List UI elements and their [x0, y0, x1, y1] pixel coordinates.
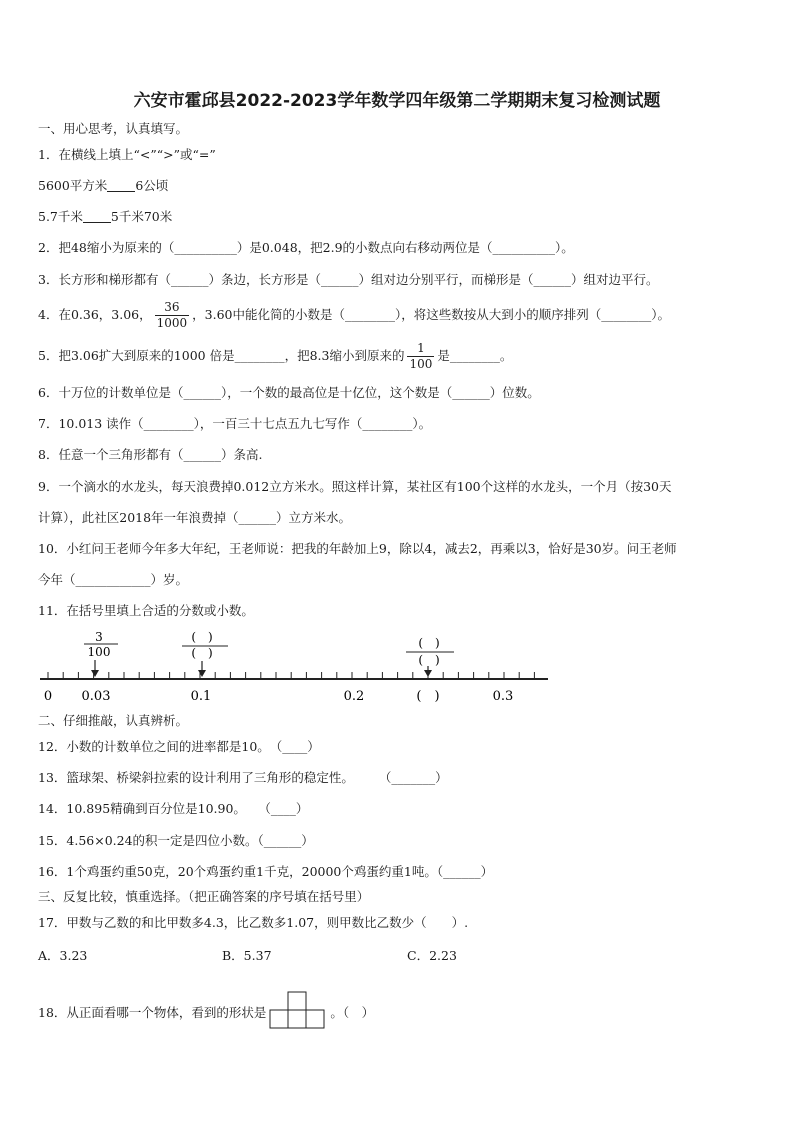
- number-line-ticks: [48, 672, 534, 679]
- question-4-post: ，3.60中能化简的小数是（________），将这些数按从大到小的顺序排列（________）。: [192, 307, 671, 322]
- question-5-post: 是________。: [437, 348, 513, 363]
- fraction-denominator: 1000: [156, 316, 188, 330]
- answer-blank[interactable]: [83, 210, 111, 223]
- fraction-numerator: 3: [95, 630, 103, 644]
- tick-label: ( ): [416, 689, 440, 704]
- option-a[interactable]: A．3.23: [38, 948, 88, 963]
- tick-label: 0.2: [343, 689, 365, 704]
- blank-paren-top: ( ): [191, 630, 213, 644]
- answer-blank[interactable]: [107, 179, 135, 192]
- front-view-shape: [268, 991, 328, 1031]
- question-2: 2．把48缩小为原来的（__________）是0.048，把2.9的小数点向右移动两位是（__________）。: [38, 240, 574, 255]
- question-5-pre: 5．把3.06扩大到原来的1000 倍是________，把8.3缩小到原来的: [38, 348, 405, 363]
- blank-paren-bottom: ( ): [418, 653, 440, 667]
- tick-label: 0.1: [190, 689, 212, 704]
- fraction-numerator: 36: [155, 300, 190, 316]
- tick-label: 0: [43, 689, 53, 704]
- question-1: 1．在横线上填上“<”“>”或“=”: [38, 147, 216, 162]
- question-4: [38, 298, 670, 332]
- question-6: 6．十万位的计数单位是（______），一个数的最高位是十亿位，这个数是（______）位数。: [38, 385, 540, 400]
- section-3-heading: 三、反复比较，慎重选择。（把正确答案的序号填在括号里）: [38, 889, 370, 904]
- arrow-head: [198, 670, 206, 677]
- page-title: 六安市霍邱县2022-2023学年数学四年级第二学期期末复习检测试题: [133, 91, 661, 111]
- question-3: 3．长方形和梯形都有（______）条边，长方形是（______）组对边分别平行，而梯形是（______）组对边平行。: [38, 272, 659, 287]
- question-1a-left: 5600平方米: [38, 178, 108, 193]
- fraction-denominator: 100: [87, 645, 111, 659]
- number-line-figure: [36, 624, 556, 708]
- question-8: 8．任意一个三角形都有（______）条高.: [38, 447, 263, 462]
- question-10-line-2: 今年（____________）岁。: [38, 572, 189, 587]
- blank-paren-top: ( ): [418, 636, 440, 650]
- fraction: [155, 300, 190, 331]
- question-13: 13．篮球架、桥梁斜拉索的设计利用了三角形的稳定性。 （_______）: [38, 770, 448, 785]
- arrow-head: [424, 670, 432, 677]
- tick-label: 0.3: [492, 689, 514, 704]
- question-1b-right: 5千米70米: [110, 209, 173, 224]
- question-9-line-2: 计算），此社区2018年一年浪费掉（______）立方米水。: [38, 510, 352, 525]
- section-1-heading: 一、用心思考，认真填写。: [38, 121, 189, 136]
- blank-paren-bottom: ( ): [191, 646, 213, 660]
- question-5: [38, 339, 512, 373]
- question-7: 7．10.013 读作（________），一百三十七点五九七写作（________）。: [38, 416, 432, 431]
- question-18-pre: 18．从正面看哪一个物体，看到的形状是: [38, 1005, 267, 1020]
- question-11: 11．在括号里填上合适的分数或小数。: [38, 603, 254, 618]
- question-4-pre: 4．在0.36，3.06，: [38, 307, 152, 322]
- question-1b: [38, 208, 172, 226]
- question-15: 15．4.56×0.24的积一定是四位小数。（______）: [38, 833, 314, 848]
- tick-label: 0.03: [81, 689, 111, 704]
- fraction-denominator: 100: [409, 357, 433, 371]
- fraction-numerator: 1: [407, 341, 434, 357]
- question-14: 14．10.895精确到百分位是10.90。 （____）: [38, 801, 309, 816]
- question-12: 12．小数的计数单位之间的进率都是10。 （____）: [38, 739, 320, 754]
- question-18: [38, 991, 374, 1031]
- option-b[interactable]: B．5.37: [222, 948, 272, 963]
- question-16: 16．1个鸡蛋约重50克，20个鸡蛋约重1千克，20000个鸡蛋约重1吨。（______）: [38, 864, 494, 879]
- question-10-line-1: 10．小红问王老师今年多大年纪，王老师说：把我的年龄加上9，除以4，减去2，再乘以3，恰好是30岁。问王老师: [38, 541, 677, 556]
- question-18-post: 。（ ）: [330, 1005, 375, 1020]
- question-17: 17．甲数与乙数的和比甲数多4.3，比乙数多1.07，则甲数比乙数少（ ）.: [38, 915, 469, 930]
- arrow-head: [91, 670, 99, 677]
- question-1a-right: 6公顷: [135, 178, 169, 193]
- question-1a: [38, 177, 168, 195]
- section-2-heading: 二、仔细推敲，认真辨析。: [38, 713, 189, 728]
- question-9-line-1: 9．一个滴水的水龙头，每天浪费掉0.012立方米水。照这样计算，某社区有100个这样的水龙头，一个月（按30天: [38, 479, 672, 494]
- option-c[interactable]: C．2.23: [407, 948, 457, 963]
- question-1b-left: 5.7千米: [38, 209, 83, 224]
- fraction: [407, 341, 434, 372]
